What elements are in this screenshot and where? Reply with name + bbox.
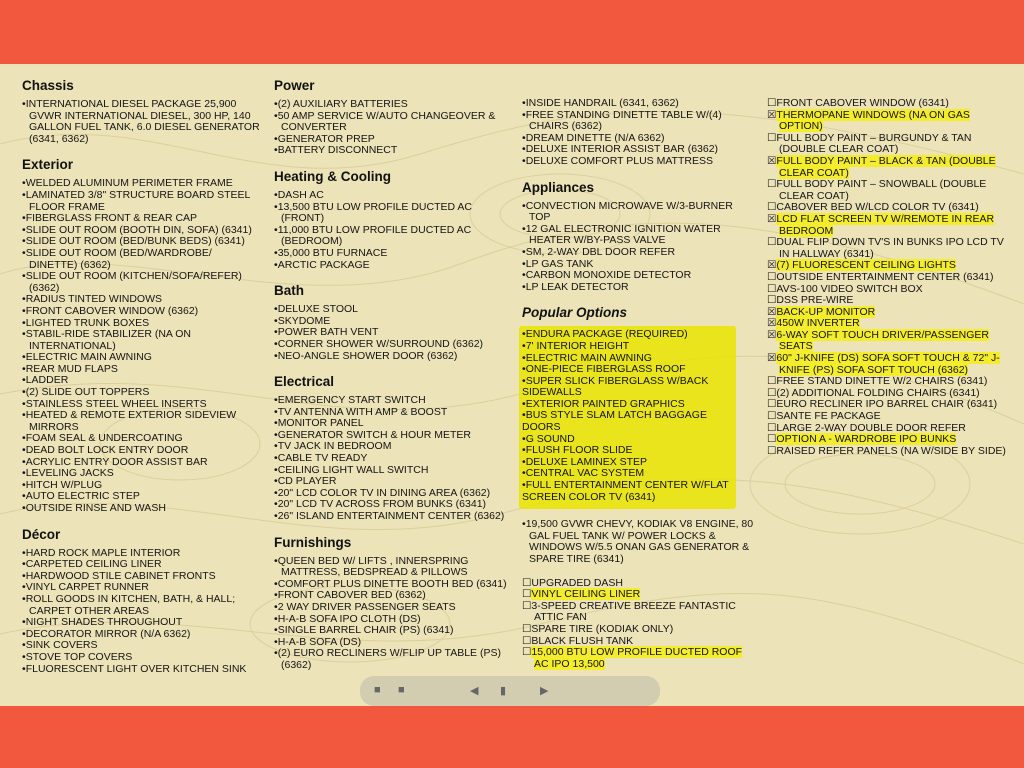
list-item: • WELDED ALUMINUM PERIMETER FRAME	[22, 178, 262, 190]
list-item: • ELECTRIC MAIN AWNING	[522, 353, 730, 365]
decor-list	[22, 548, 262, 676]
checkbox-item-checked[interactable]	[767, 214, 1015, 237]
list-item: • 26" ISLAND ENTERTAINMENT CENTER (6362)	[274, 511, 514, 523]
list-item: • FLUORESCENT LIGHT OVER KITCHEN SINK	[22, 664, 262, 676]
section-title-furnishings: Furnishings	[274, 534, 352, 550]
list-item: • LEVELING JACKS	[22, 468, 262, 480]
checkbox-item[interactable]: ☐ EURO RECLINER IPO BARREL CHAIR (6341)	[767, 399, 1015, 411]
list-item: • ELECTRIC MAIN AWNING	[22, 352, 262, 364]
list-item: • ONE-PIECE FIBERGLASS ROOF	[522, 364, 730, 376]
list-item: • TV ANTENNA WITH AMP & BOOST	[274, 407, 514, 419]
list-item: • G SOUND	[522, 434, 730, 446]
list-item: • SLIDE OUT ROOM (BED/WARDROBE/ DINETTE) (6362)	[22, 248, 262, 271]
list-item: • FREE STANDING DINETTE TABLE W/(4) CHAIRS (6362)	[522, 110, 756, 133]
column-3	[522, 98, 756, 682]
list-item: • 12 GAL ELECTRONIC IGNITION WATER HEATER W/BY-PASS VALVE	[522, 224, 756, 247]
list-item: • LP GAS TANK	[522, 259, 756, 271]
checkbox-label: FULL BODY PAINT – BLACK & TAN (DOUBLE CLEAR COAT)	[776, 154, 996, 179]
appliances-list	[522, 201, 756, 294]
checkbox-label: OPTION A - WARDROBE IPO BUNKS	[776, 433, 957, 446]
list-item: • LP LEAK DETECTOR	[522, 282, 756, 294]
checkbox-label: (7) FLUORESCENT CEILING LIGHTS	[776, 259, 956, 272]
list-item: • SLIDE OUT ROOM (BED/BUNK BEDS) (6341)	[22, 236, 262, 248]
list-item: • ROLL GOODS IN KITCHEN, BATH, & HALL; CARPET OTHER AREAS	[22, 594, 262, 617]
list-item: • SM, 2-WAY DBL DOOR REFER	[522, 247, 756, 259]
list-item: • (2) EURO RECLINERS W/FLIP UP TABLE (PS) (6362)	[274, 648, 514, 671]
engine-option-list	[522, 519, 756, 565]
interior-extras-list	[522, 98, 756, 168]
list-item: • DEAD BOLT LOCK ENTRY DOOR	[22, 445, 262, 457]
checkbox-item[interactable]: ☐ FREE STAND DINETTE W/2 CHAIRS (6341)	[767, 376, 1015, 388]
section-title-bath: Bath	[274, 283, 304, 299]
list-item: • SLIDE OUT ROOM (BOOTH DIN, SOFA) (6341)	[22, 225, 262, 237]
list-item: • GENERATOR PREP	[274, 134, 514, 146]
list-item: • AUTO ELECTRIC STEP	[22, 491, 262, 503]
list-item: • ACRYLIC ENTRY DOOR ASSIST BAR	[22, 457, 262, 469]
list-item: • H-A-B SOFA (DS)	[274, 637, 514, 649]
checkbox-item[interactable]: ☐ AVS-100 VIDEO SWITCH BOX	[767, 284, 1015, 296]
viewer-toolbar[interactable]	[360, 676, 660, 706]
list-item: • MONITOR PANEL	[274, 418, 514, 430]
list-item: • (2) SLIDE OUT TOPPERS	[22, 387, 262, 399]
list-item: • DASH AC	[274, 190, 514, 202]
option-checklist	[767, 98, 1015, 457]
list-item: • HARD ROCK MAPLE INTERIOR	[22, 548, 262, 560]
checkbox-label: 15,000 BTU LOW PROFILE DUCTED ROOF AC IPO 13,500	[531, 646, 743, 670]
list-item: • ARCTIC PACKAGE	[274, 260, 514, 272]
heating-list	[274, 190, 514, 271]
list-item: • POWER BATH VENT	[274, 327, 514, 339]
checkbox-item-checked[interactable]	[767, 330, 1015, 353]
checkbox-item[interactable]: ☐ FULL BODY PAINT – SNOWBALL (DOUBLE CLEAR COAT)	[767, 179, 1015, 202]
list-item: • FOAM SEAL & UNDERCOATING	[22, 433, 262, 445]
section-title-appliances: Appliances	[522, 179, 595, 195]
list-item: • CD PLAYER	[274, 476, 514, 488]
section-title-exterior: Exterior	[22, 157, 74, 173]
chassis-list	[22, 99, 262, 145]
list-item: • STABIL-RIDE STABILIZER (NA ON INTERNATIONAL)	[22, 329, 262, 352]
checkbox-item[interactable]: ☐ FRONT CABOVER WINDOW (6341)	[767, 98, 1015, 110]
bottom-frame-bar	[0, 706, 1024, 768]
checkbox-item[interactable]: ☐ 3-SPEED CREATIVE BREEZE FANTASTIC ATTIC FAN	[522, 601, 756, 624]
brochure-page	[0, 64, 1024, 706]
list-item: • RADIUS TINTED WINDOWS	[22, 294, 262, 306]
checkbox-label: LCD FLAT SCREEN TV W/REMOTE IN REAR BEDROOM	[776, 212, 995, 237]
list-item: • LAMINATED 3/8" STRUCTURE BOARD STEEL FLOOR FRAME	[22, 190, 262, 213]
list-item: • CARPETED CEILING LINER	[22, 559, 262, 571]
save-icon[interactable]: ■	[374, 684, 381, 696]
checkbox-item[interactable]: ☐ BLACK FLUSH TANK	[522, 636, 756, 648]
list-item: • FRONT CABOVER BED (6362)	[274, 590, 514, 602]
list-item: • STAINLESS STEEL WHEEL INSERTS	[22, 399, 262, 411]
list-item: • TV JACK IN BEDROOM	[274, 441, 514, 453]
checkbox-label: THERMOPANE WINDOWS (NA ON GAS OPTION)	[776, 108, 970, 133]
prev-page-icon[interactable]: ◀	[470, 685, 479, 697]
list-item: • INSIDE HANDRAIL (6341, 6362)	[522, 98, 756, 110]
list-item: • VINYL CARPET RUNNER	[22, 582, 262, 594]
checkbox-item[interactable]: ☐ SANTE FE PACKAGE	[767, 411, 1015, 423]
list-item: • SINGLE BARREL CHAIR (PS) (6341)	[274, 625, 514, 637]
list-item: • QUEEN BED W/ LIFTS , INNERSPRING MATTRESS, BEDSPREAD & PILLOWS	[274, 556, 514, 579]
section-title-electrical: Electrical	[274, 374, 335, 390]
list-item: • 50 AMP SERVICE W/AUTO CHANGEOVER & CONVERTER	[274, 111, 514, 134]
checkbox-label: 450W INVERTER	[776, 317, 860, 330]
list-item: • BUS STYLE SLAM LATCH BAGGAGE DOORS	[522, 410, 730, 433]
list-item: • COMFORT PLUS DINETTE BOOTH BED (6341)	[274, 579, 514, 591]
extra-options-checklist	[522, 578, 756, 671]
checkbox-label: VINYL CEILING LINER	[531, 588, 641, 601]
list-item: • DELUXE STOOL	[274, 304, 514, 316]
checkbox-item[interactable]: ☐ CABOVER BED W/LCD COLOR TV (6341)	[767, 202, 1015, 214]
list-item: • FIBERGLASS FRONT & REAR CAP	[22, 213, 262, 225]
page-indicator-icon: ▮	[500, 685, 507, 697]
bath-list	[274, 304, 514, 362]
list-item: • EXTERIOR PAINTED GRAPHICS	[522, 399, 730, 411]
list-item: • 11,000 BTU LOW PROFILE DUCTED AC (BEDROOM)	[274, 225, 514, 248]
list-item: • 2 WAY DRIVER PASSENGER SEATS	[274, 602, 514, 614]
electrical-list	[274, 395, 514, 523]
list-item: • NIGHT SHADES THROUGHOUT	[22, 617, 262, 629]
checkbox-item[interactable]: ☐ LARGE 2-WAY DOUBLE DOOR REFER	[767, 423, 1015, 435]
list-item: • CARBON MONOXIDE DETECTOR	[522, 270, 756, 282]
list-item: • HITCH W/PLUG	[22, 480, 262, 492]
list-item: • 19,500 GVWR CHEVY, KODIAK V8 ENGINE, 80 GAL FUEL TANK W/ POWER LOCKS & WINDOWS W/5.5 ONAN GAS GENERATOR & SPARE TIRE (6341)	[522, 519, 756, 565]
list-item: • REAR MUD FLAPS	[22, 364, 262, 376]
list-item: • DELUXE INTERIOR ASSIST BAR (6362)	[522, 144, 756, 156]
checkbox-item[interactable]	[522, 647, 756, 670]
list-item: • EMERGENCY START SWITCH	[274, 395, 514, 407]
column-2	[274, 78, 514, 684]
checkbox-item[interactable]: ☐ (2) ADDITIONAL FOLDING CHAIRS (6341)	[767, 388, 1015, 400]
list-item: • SKYDOME	[274, 316, 514, 328]
top-frame-bar	[0, 0, 1024, 64]
checkbox-item-checked[interactable]	[767, 353, 1015, 376]
list-item: • DELUXE LAMINEX STEP	[522, 457, 730, 469]
next-page-icon[interactable]: ▶	[540, 685, 549, 697]
list-item: • CEILING LIGHT WALL SWITCH	[274, 465, 514, 477]
list-item: • 7' INTERIOR HEIGHT	[522, 341, 730, 353]
column-1	[22, 78, 262, 687]
list-item: • HEATED & REMOTE EXTERIOR SIDEVIEW MIRRORS	[22, 410, 262, 433]
checkbox-item[interactable]: ☐ FULL BODY PAINT – BURGUNDY & TAN (DOUBLE CLEAR COAT)	[767, 133, 1015, 156]
list-item: • (2) AUXILIARY BATTERIES	[274, 99, 514, 111]
list-item: • SUPER SLICK FIBERGLASS W/BACK SIDEWALLS	[522, 376, 730, 399]
checkbox-item[interactable]: ☐ DUAL FLIP DOWN TV'S IN BUNKS IPO LCD TV IN HALLWAY (6341)	[767, 237, 1015, 260]
list-item: • FULL ENTERTAINMENT CENTER W/FLAT SCREEN COLOR TV (6341)	[522, 480, 730, 503]
list-item: • CENTRAL VAC SYSTEM	[522, 468, 730, 480]
list-item: • LIGHTED TRUNK BOXES	[22, 318, 262, 330]
checkbox-item[interactable]: ☐ UPGRADED DASH	[522, 578, 756, 590]
list-item: • GENERATOR SWITCH & HOUR METER	[274, 430, 514, 442]
power-list	[274, 99, 514, 157]
list-item: • SLIDE OUT ROOM (KITCHEN/SOFA/REFER) (6362)	[22, 271, 262, 294]
checkbox-item[interactable]: ☐ DSS PRE-WIRE	[767, 295, 1015, 307]
section-title-popular-options: Popular Options	[522, 305, 628, 321]
section-title-heating-cooling: Heating & Cooling	[274, 168, 391, 184]
list-item: • CABLE TV READY	[274, 453, 514, 465]
checkbox-item[interactable]: ☐ SPARE TIRE (KODIAK ONLY)	[522, 624, 756, 636]
list-item: • H-A-B SOFA IPO CLOTH (DS)	[274, 614, 514, 626]
list-item: • DECORATOR MIRROR (N/A 6362)	[22, 629, 262, 641]
list-item: • 35,000 BTU FURNACE	[274, 248, 514, 260]
list-item: • OUTSIDE RINSE AND WASH	[22, 503, 262, 515]
popular-options-list	[519, 326, 736, 509]
list-item: • BATTERY DISCONNECT	[274, 145, 514, 157]
furnishings-list	[274, 556, 514, 672]
checkbox-item-checked[interactable]	[767, 110, 1015, 133]
checkbox-item-checked[interactable]	[767, 156, 1015, 179]
list-item: • DREAM DINETTE (N/A 6362)	[522, 133, 756, 145]
list-item: • FRONT CABOVER WINDOW (6362)	[22, 306, 262, 318]
list-item: • ENDURA PACKAGE (REQUIRED)	[522, 329, 730, 341]
list-item: • 13,500 BTU LOW PROFILE DUCTED AC (FRONT)	[274, 202, 514, 225]
list-item: • 20" LCD COLOR TV IN DINING AREA (6362)	[274, 488, 514, 500]
list-item: • CONVECTION MICROWAVE W/3-BURNER TOP	[522, 201, 756, 224]
list-item: • STOVE TOP COVERS	[22, 652, 262, 664]
list-item: • 20" LCD TV ACROSS FROM BUNKS (6341)	[274, 499, 514, 511]
checkbox-label: BACK-UP MONITOR	[776, 305, 876, 318]
list-item: • LADDER	[22, 375, 262, 387]
print-icon[interactable]: ■	[398, 684, 405, 696]
list-item: • CORNER SHOWER W/SURROUND (6362)	[274, 339, 514, 351]
checkbox-item[interactable]: ☐ OUTSIDE ENTERTAINMENT CENTER (6341)	[767, 272, 1015, 284]
column-4	[767, 98, 1015, 469]
exterior-list	[22, 178, 262, 514]
list-item: • NEO-ANGLE SHOWER DOOR (6362)	[274, 351, 514, 363]
list-item: • INTERNATIONAL DIESEL PACKAGE 25,900 GVWR INTERNATIONAL DIESEL, 300 HP, 140 GALLON FUEL TANK, 6.0 DIESEL GENERATOR (6341, 6362)	[22, 99, 262, 145]
checkbox-item[interactable]: ☐ RAISED REFER PANELS (NA W/SIDE BY SIDE)	[767, 446, 1015, 458]
section-title-power: Power	[274, 78, 315, 93]
list-item: • SINK COVERS	[22, 640, 262, 652]
list-item: • DELUXE COMFORT PLUS MATTRESS	[522, 156, 756, 168]
section-title-chassis: Chassis	[22, 78, 74, 93]
checkbox-label: 60" J-KNIFE (DS) SOFA SOFT TOUCH & 72" J-KNIFE (PS) SOFA SOFT TOUCH (6362)	[776, 352, 1000, 376]
list-item: • HARDWOOD STILE CABINET FRONTS	[22, 571, 262, 583]
section-title-decor: Décor	[22, 526, 61, 542]
checkbox-label: 6-WAY SOFT TOUCH DRIVER/PASSENGER SEATS	[776, 328, 989, 353]
list-item: • FLUSH FLOOR SLIDE	[522, 445, 730, 457]
